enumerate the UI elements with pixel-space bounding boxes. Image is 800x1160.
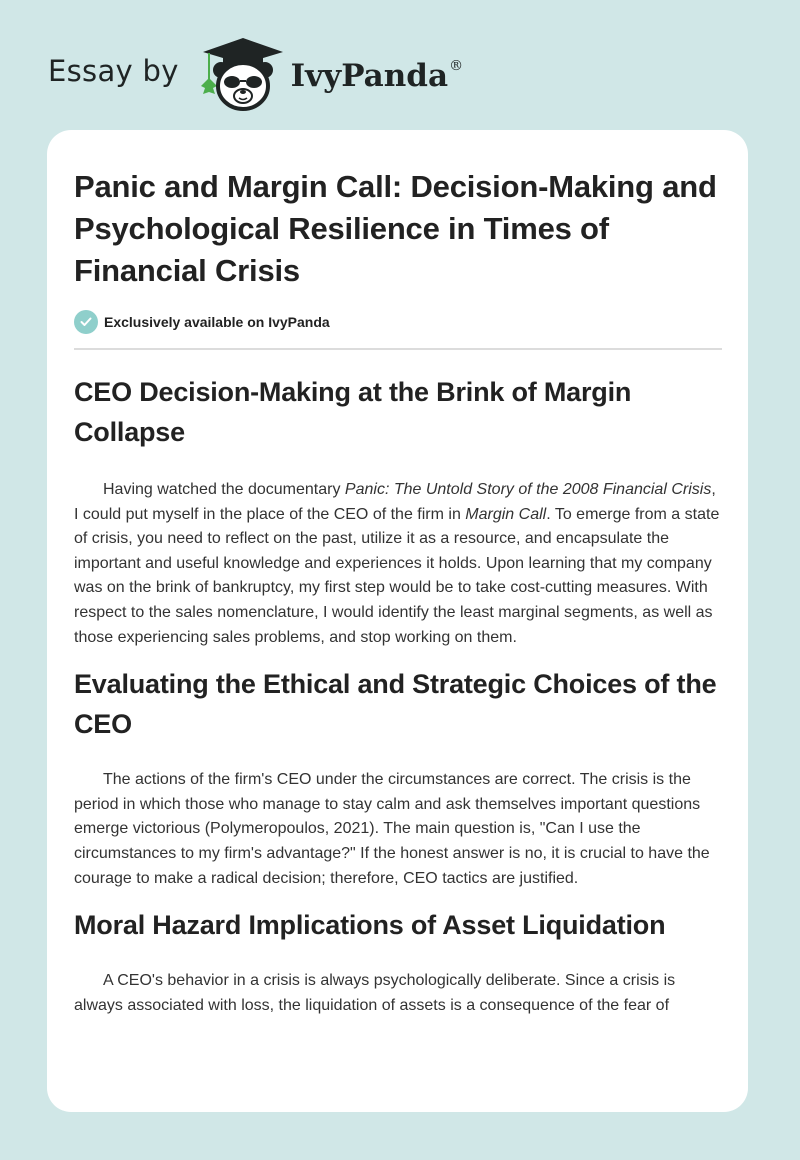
section-paragraph: The actions of the firm's CEO under the circumstances are correct. The crisis is the period in which those who manage to stay calm and ask themselves important questions emerge victorious (Polymeropoulos, 2021). The main question is, "Can I use the circumstances to my firm's advantage?" If the honest answer is no, it is crucial to have the courage to make a radical decision; therefore, CEO tactics are justified. bbox=[74, 771, 710, 887]
title-divider bbox=[74, 348, 722, 350]
section-paragraph: A CEO's behavior in a crisis is always psychologically deliberate. Since a crisis is always associated with loss, the liquidation of assets is a consequence of the fear of bbox=[74, 972, 676, 1014]
section-heading: CEO Decision-Making at the Brink of Margin Collapse bbox=[74, 377, 632, 447]
section-paragraph: Having watched the documentary Panic: The Untold Story of the 2008 Financial Crisis, I could put myself in the place of the CEO of the firm in Margin Call. To emerge from a state of crisis, you need to reflect on the past, utilize it as a resource, and encapsulate the important and useful knowledge and experiences it holds. Upon learning that my company was on the brink of bankruptcy, my first step would be to take cost-cutting measures. With respect to the sales nomenclature, I would identify the least marginal segments, as well as those experiencing sales problems, and stop working on them. bbox=[74, 481, 720, 646]
brand-text: IvyPanda bbox=[290, 58, 449, 94]
check-circle-icon bbox=[74, 310, 98, 334]
registered-mark: ® bbox=[449, 58, 464, 74]
essay-by-label: Essay by bbox=[48, 54, 179, 88]
panda-graduate-logo-icon[interactable] bbox=[197, 34, 289, 114]
site-header bbox=[48, 34, 463, 114]
section-heading: Moral Hazard Implications of Asset Liquidation bbox=[74, 910, 666, 941]
exclusive-badge-text: Exclusively available on IvyPanda bbox=[104, 314, 330, 330]
page-title: Panic and Margin Call: Decision-Making and Psychological Resilience in Times of Financial Crisis bbox=[74, 169, 717, 288]
essay-card bbox=[47, 130, 748, 1112]
exclusive-badge bbox=[74, 310, 722, 334]
section-heading: Evaluating the Ethical and Strategic Choices of the CEO bbox=[74, 669, 717, 740]
brand-name[interactable] bbox=[291, 58, 463, 94]
